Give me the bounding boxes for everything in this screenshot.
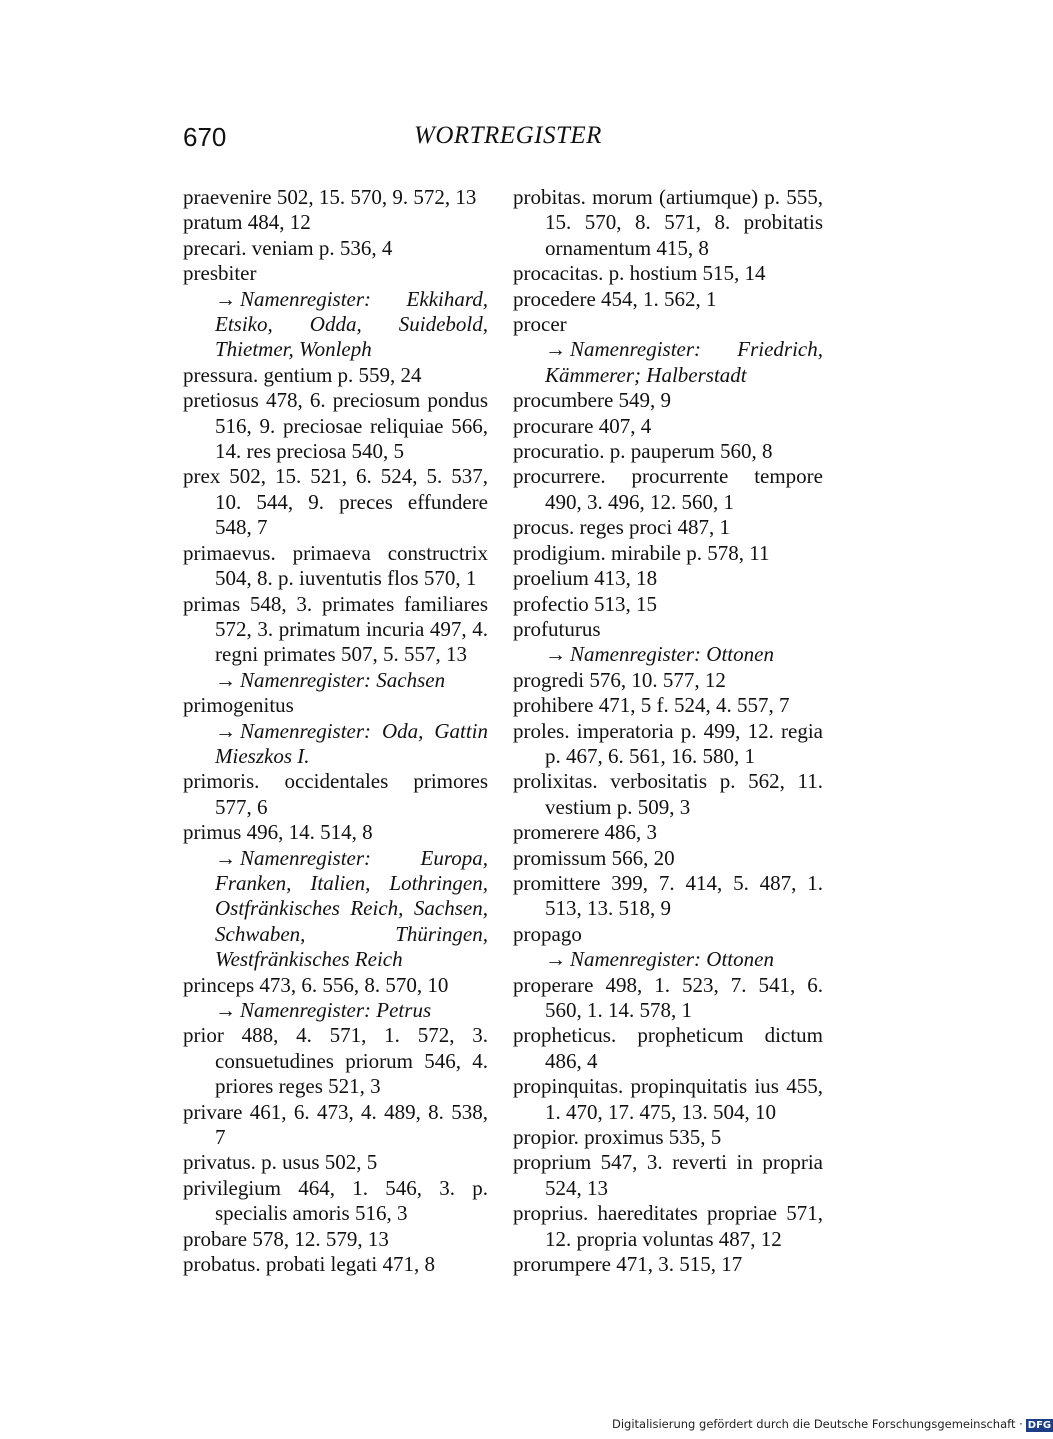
cross-reference (183, 719, 488, 770)
index-entry: procurrere. procurrente tempore 490, 3. 496, 12. 560, 1 (513, 464, 823, 514)
index-entry: procuratio. p. pauperum 560, 8 (513, 439, 773, 464)
index-entry: precari. veniam p. 536, 4 (183, 235, 393, 260)
index-entry: prolixitas. verbositatis p. 562, 11. vestium p. 509, 3 (513, 769, 823, 819)
arrow-icon: → (545, 947, 566, 972)
index-entry: profectio 513, 15 (513, 591, 658, 616)
index-entry: probitas. morum (artiumque) p. 555, 15. 570, 8. 571, 8. probitatis ornamentum 415, 8 (513, 185, 823, 260)
index-entry: primaevus. primaeva constructrix 504, 8. p. iuventutis flos 570, 1 (183, 540, 488, 591)
index-entry: probatus. probati legati 471, 8 (183, 1252, 435, 1277)
index-entry: privatus. p. usus 502, 5 (183, 1150, 378, 1175)
index-entry: proprium 547, 3. reverti in propria 524, 13 (513, 1150, 823, 1200)
index-entry: propinquitas. propinquitatis ius 455, 1. 470, 17. 475, 13. 504, 10 (513, 1074, 823, 1124)
cross-reference (513, 642, 823, 667)
index-entry: pressura. gentium p. 559, 24 (183, 362, 422, 387)
index-entry: presbiter (183, 261, 257, 286)
cross-reference-text: Namenregister: Sachsen (240, 667, 446, 692)
index-entry: procumbere 549, 9 (513, 388, 672, 413)
index-entry: propheticus. propheticum dictum 486, 4 (513, 1023, 823, 1073)
page-header (0, 122, 1000, 154)
cross-reference-text: Namenregister: Ottonen (570, 947, 774, 972)
index-entry: privare 461, 6. 473, 4. 489, 8. 538, 7 (183, 1099, 488, 1150)
arrow-icon: → (215, 845, 236, 870)
arrow-icon: → (545, 642, 566, 667)
index-entry: propior. proximus 535, 5 (513, 1125, 722, 1150)
index-entry: princeps 473, 6. 556, 8. 570, 10 (183, 972, 449, 997)
running-title: WORTREGISTER (414, 122, 602, 149)
cross-reference-text: Namenregister: Europa, Franken, Italien, Lothringen, Ostfränkisches Reich, Sachsen, Schwaben, Thüringen, Westfränkisches Reich (215, 845, 488, 972)
arrow-icon: → (215, 718, 236, 743)
index-entry: praevenire 502, 15. 570, 9. 572, 13 (183, 185, 477, 209)
funding-footer (612, 1417, 1053, 1432)
cross-reference-text: Namenregister: Ekkihard, Etsiko, Odda, Suidebold, Thietmer, Wonleph (215, 286, 488, 362)
index-entry: propago (513, 921, 582, 946)
index-entry: promissum 566, 20 (513, 845, 675, 870)
index-column-right (513, 185, 823, 1277)
arrow-icon: → (215, 998, 236, 1022)
index-entry: promittere 399, 7. 414, 5. 487, 1. 513, 13. 518, 9 (513, 870, 823, 921)
index-entry: proelium 413, 18 (513, 566, 658, 591)
cross-reference-text: Namenregister: Friedrich, Kämmerer; Halberstadt (545, 337, 823, 387)
index-entry: pratum 484, 12 (183, 210, 311, 235)
dfg-logo: DFG (1027, 1420, 1052, 1431)
index-entry: proprius. haereditates propriae 571, 12. propria voluntas 487, 12 (513, 1201, 823, 1251)
cross-reference (183, 998, 488, 1023)
index-entry: primogenitus (183, 693, 294, 718)
cross-reference (183, 287, 488, 363)
cross-reference-text: Namenregister: Oda, Gattin Mieszkos I. (215, 718, 488, 768)
index-entry: primas 548, 3. primates familiares 572, 3. primatum incuria 497, 4. regni primates 507, 5. 557, 13 (183, 591, 488, 667)
index-entry: procedere 454, 1. 562, 1 (513, 286, 717, 311)
index-entry: procus. reges proci 487, 1 (513, 515, 730, 540)
cross-reference-text: Namenregister: Petrus (240, 998, 432, 1022)
index-entry: prex 502, 15. 521, 6. 524, 5. 537, 10. 544, 9. preces effundere 548, 7 (183, 464, 488, 540)
cross-reference (513, 337, 823, 388)
index-entry: privilegium 464, 1. 546, 3. p. specialis amoris 516, 3 (183, 1175, 488, 1226)
cross-reference (183, 668, 488, 693)
index-entry: probare 578, 12. 579, 13 (183, 1226, 389, 1251)
index-entry: prior 488, 4. 571, 1. 572, 3. consuetudines priorum 546, 4. priores reges 521, 3 (183, 1023, 488, 1099)
index-entry: progredi 576, 10. 577, 12 (513, 667, 726, 692)
cross-reference-text: Namenregister: Ottonen (570, 642, 774, 667)
cross-reference (183, 846, 488, 973)
arrow-icon: → (215, 286, 236, 311)
index-entry: properare 498, 1. 523, 7. 541, 6. 560, 1. 14. 578, 1 (513, 972, 823, 1022)
page-number: 670 (183, 122, 227, 152)
index-entry: prorumpere 471, 3. 515, 17 (513, 1252, 743, 1277)
index-entry: primoris. occidentales primores 577, 6 (183, 769, 488, 819)
index-entry: profuturus (513, 616, 601, 641)
index-column-left (183, 185, 488, 1277)
index-entry: pretiosus 478, 6. preciosum pondus 516, 9. preciosae reliquiae 566, 14. res preciosa 540, 5 (183, 388, 488, 464)
index-entry: procurare 407, 4 (513, 413, 652, 438)
index-entry: primus 496, 14. 514, 8 (183, 820, 373, 845)
index-entry: prohibere 471, 5 f. 524, 4. 557, 7 (513, 693, 790, 718)
index-entry: procer (513, 312, 567, 337)
index-entry: proles. imperatoria p. 499, 12. regia p. 467, 6. 561, 16. 580, 1 (513, 718, 823, 768)
index-entry: promerere 486, 3 (513, 820, 658, 845)
funding-note: Digitalisierung gefördert durch die Deutsche Forschungsgemeinschaft · (612, 1417, 1023, 1431)
arrow-icon: → (545, 337, 566, 362)
index-entry: procacitas. p. hostium 515, 14 (513, 261, 766, 286)
arrow-icon: → (215, 667, 236, 692)
cross-reference (513, 947, 823, 972)
index-entry: prodigium. mirabile p. 578, 11 (513, 540, 770, 565)
